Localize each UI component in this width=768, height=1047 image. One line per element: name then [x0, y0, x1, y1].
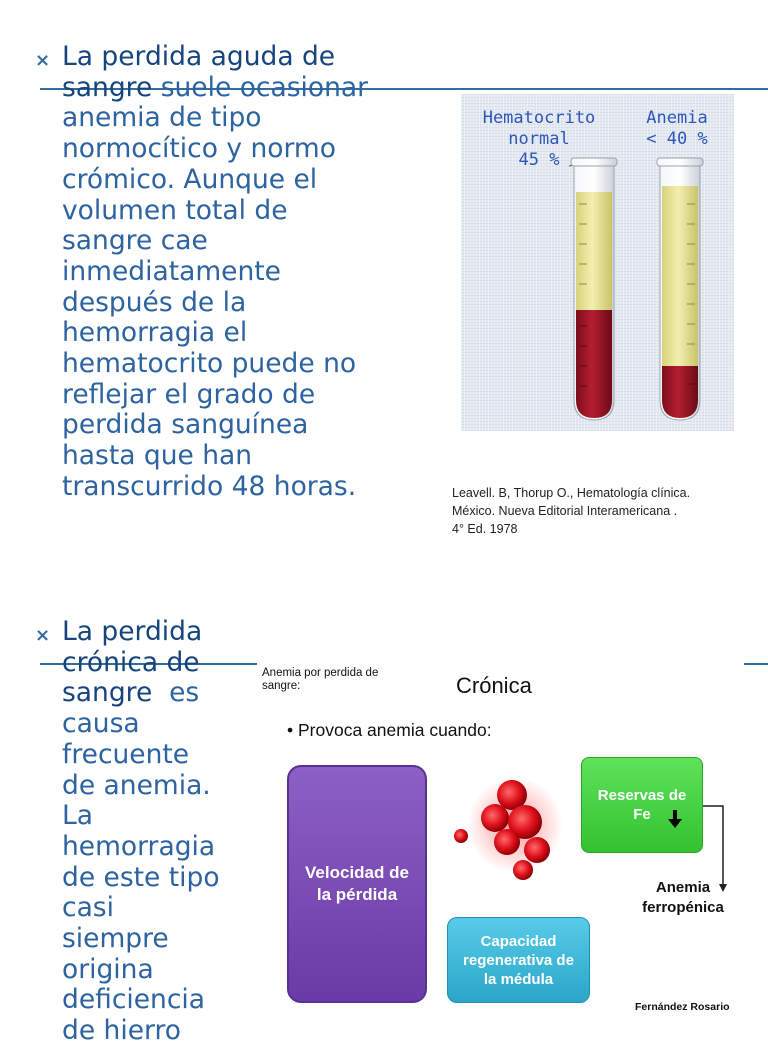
text-line: de hierro	[62, 1015, 181, 1047]
diagram-bullet-text: Provoca anemia cuando:	[298, 720, 492, 740]
emphasis-line: La perdida aguda de	[62, 41, 336, 72]
text-line: casi	[62, 892, 114, 924]
text-line: hematocrito puede no	[62, 348, 357, 380]
emphasis-word: sangre	[62, 71, 153, 103]
anemia-diagram	[255, 640, 768, 1024]
text-line: sangre cae	[62, 225, 208, 257]
connector-arrow-icon	[703, 804, 743, 944]
text-run: es	[152, 677, 200, 709]
text-line: transcurrido 48 horas.	[62, 470, 357, 502]
text-line: inmediatamente	[62, 255, 281, 287]
bullet-text	[62, 617, 220, 1047]
emphasis-word: sangre	[62, 677, 153, 709]
label-line: < 40 %	[646, 129, 708, 149]
label-line: normal	[508, 129, 570, 149]
text-line: volumen total de	[62, 194, 288, 226]
text-line: hemorragia	[62, 830, 216, 862]
result-label	[633, 878, 733, 918]
box-line: Velocidad de	[305, 863, 409, 882]
text-line: reflejar el grado de	[62, 378, 316, 410]
bullet-x-icon: ×	[35, 50, 51, 71]
caption-line: sangre:	[262, 680, 301, 692]
box-line: Capacidad	[480, 932, 557, 950]
text-line: de anemia.	[62, 769, 211, 801]
box-capacidad	[447, 917, 590, 1003]
text-line: de este tipo	[62, 861, 220, 893]
text-line: normocítico y normo	[62, 133, 336, 165]
text-line: La	[62, 800, 94, 832]
text-line: causa	[62, 708, 140, 740]
text-run: suele ocasionar	[152, 71, 369, 103]
text-line: crómico. Aunque el	[62, 163, 318, 195]
text-line: después de la	[62, 286, 247, 318]
text-line: perdida sanguínea	[62, 409, 309, 441]
author-label: Fernández Rosario	[635, 1001, 730, 1013]
bullet-text	[62, 42, 368, 503]
box-reservas-fe	[581, 757, 703, 853]
label-line: Hematocrito	[482, 108, 596, 128]
diagram-caption	[262, 667, 378, 693]
blood-cells-illustration	[445, 760, 575, 900]
text-line: frecuente	[62, 738, 190, 770]
text-line	[62, 73, 368, 104]
arrow-down-icon	[668, 810, 682, 828]
box-line: la pérdida	[316, 885, 398, 904]
text-line: origina	[62, 953, 154, 985]
diagram-title: Crónica	[456, 673, 532, 698]
text-line: deficiencia	[62, 984, 206, 1016]
text-line: anemia de tipo	[62, 102, 262, 134]
caption-line: Anemia por perdida de	[262, 667, 379, 679]
text-line: siempre	[62, 923, 169, 955]
label-line: 45 %	[518, 150, 560, 170]
diagram-bullet: • Provoca anemia cuando:	[287, 720, 492, 740]
tube-anemia	[657, 158, 703, 420]
result-line: ferropénica	[642, 899, 724, 916]
citation-line: Leavell. B, Thorup O., Hematología clínica.	[452, 486, 691, 500]
tube-normal	[571, 158, 617, 420]
result-line: Anemia	[655, 879, 711, 896]
emphasis-line: La perdida	[62, 616, 203, 647]
citation-line: 4° Ed. 1978	[452, 522, 518, 536]
hematocrit-tubes-figure	[461, 94, 734, 431]
box-velocidad	[287, 765, 427, 1003]
text-line: hasta que han	[62, 440, 253, 472]
box-line: regenerativa de	[463, 951, 574, 969]
text-line	[62, 678, 220, 709]
tubes-svg	[461, 94, 734, 431]
box-line: la médula	[483, 970, 554, 988]
citation-line: México. Nueva Editorial Interamericana .	[452, 504, 678, 518]
emphasis-line: crónica de	[62, 646, 200, 678]
label-line: Anemia	[646, 108, 708, 128]
box-line: Fe	[633, 806, 651, 823]
text-line: hemorragia el	[62, 317, 248, 349]
box-line: Reservas de	[597, 787, 687, 804]
bullet-x-icon: ×	[35, 625, 51, 646]
